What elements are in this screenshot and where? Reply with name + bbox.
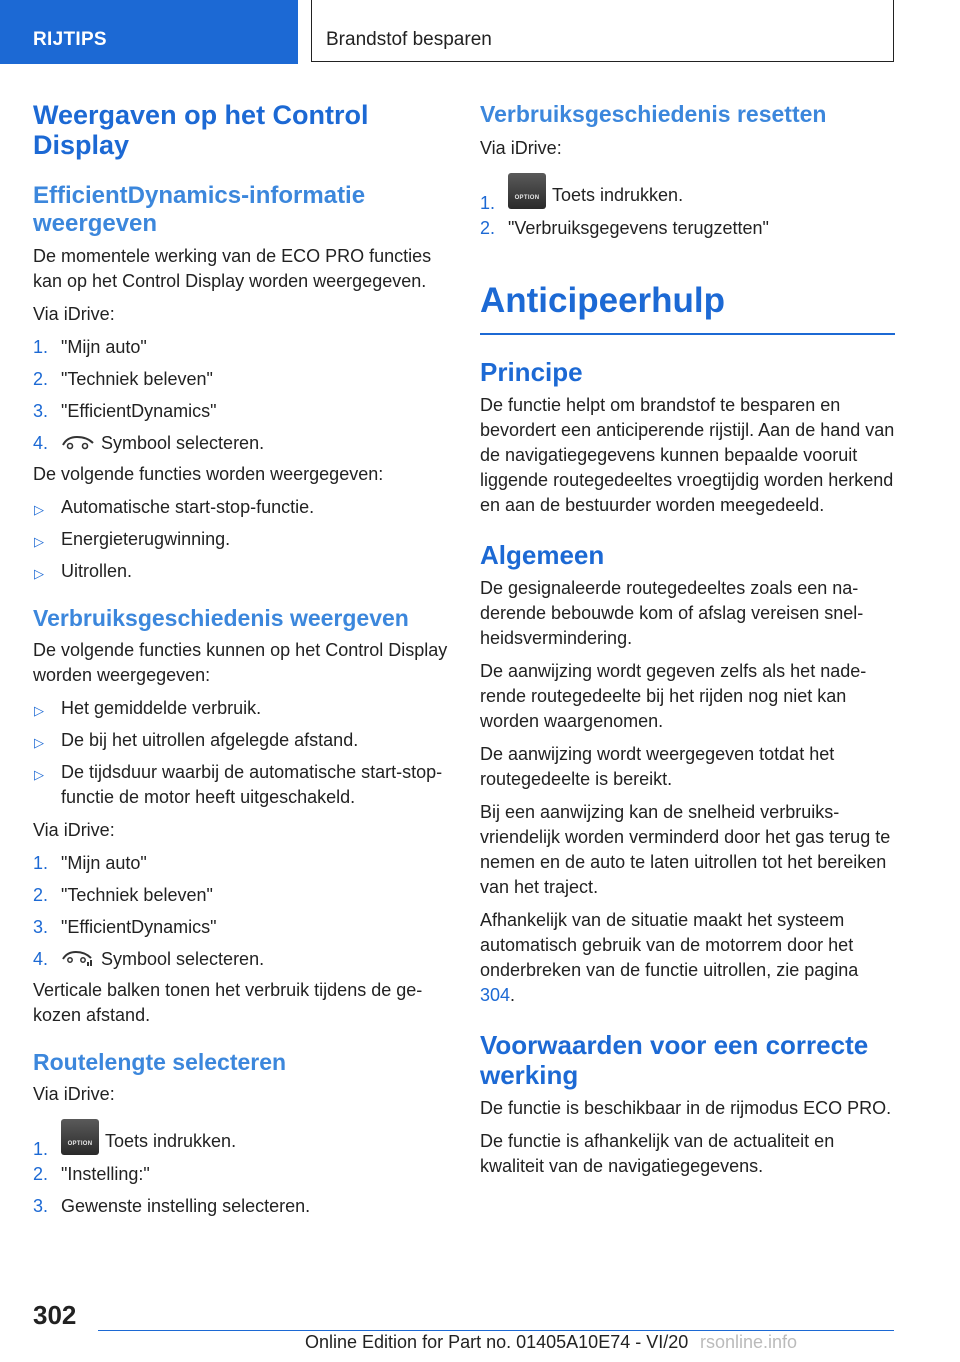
heading-voorwaarden: Voorwaarden voor een correcte werking [480,1030,869,1090]
list-item: 3. "EfficientDynamics" [33,917,217,937]
list-item: 1. OPTION Toets indrukken. [480,169,896,209]
list-item: ▷ Energieterugwinning. [34,529,231,549]
bullets-2 [33,696,449,810]
header-section: RIJTIPS [0,0,298,64]
list-item: 2. "Verbruiksgegevens terugzetten" [480,218,769,238]
heading-routelengte: Routelengte selecteren [33,1049,287,1075]
via-idrive: Via iDrive: [33,304,115,324]
list-item: 1. OPTION Toets indrukken. [33,1115,449,1155]
steps-list-2 [33,851,449,972]
list-item: 2. "Techniek beleven" [33,369,213,389]
heading-verbruik-resetten: Verbruiksgeschiedenis resetten [480,101,827,127]
list-item: ▷ Automatische start-stop-functie. [34,497,315,517]
list-item: 2. "Techniek beleven" [33,885,213,905]
heading-algemeen: Algemeen [480,540,605,570]
para-control-display: De volgende functies kunnen op het Control Display worden weergegeven: [33,640,448,685]
steps-list-4 [480,169,896,241]
footer-edition: Online Edition for Part no. 01405A10E74 - VI/20 [305,1332,689,1352]
heading-principe: Principe [480,357,583,387]
list-item: ▷ De bij het uitrollen afgelegde afstand. [34,730,359,750]
para-algemeen-1: De gesignaleerde routegedeeltes zoals een naderende bebouwde kom of afslag vereisen snelheidsvermindering. [480,578,864,648]
via-idrive: Via iDrive: [33,820,115,840]
bullets-1 [33,495,449,584]
header-title: Brandstof besparen [311,0,894,62]
page-number: 302 [33,1300,77,1330]
list-item: 3. "EfficientDynamics" [33,401,217,421]
para-algemeen-4: Bij een aanwijzing kan de snelheid verbruiksvriendelijk worden verminderd door het gas terug te nemen en de auto te laten uitrollen tot het bereiken van het traject. [480,802,891,897]
left-column [33,100,449,1219]
list-item: 1. "Mijn auto" [33,853,147,873]
option-button-icon: OPTION [508,173,546,209]
car-graph-icon [61,949,95,967]
para-principe: De functie helpt om brandstof te besparen en bevordert een anticiperende rijstijl. Aan de hand van de navigatiegegevens kunnen bepaalde vooruit liggende routegedeeltes vroegtijdig worden herkend en aan de bestuurder worden meegedeeld. [480,395,895,515]
via-idrive: Via iDrive: [33,1084,115,1104]
para-voorwaarden-2: De functie is afhankelijk van de actualiteit en kwaliteit van de navigatiegegevens. [480,1131,835,1176]
para-functies: De volgende functies worden weergegeven: [33,464,384,484]
steps-list-1 [33,335,449,456]
heading-weergaven: Weergaven op het Control Display [33,100,369,160]
footer-rule [98,1330,894,1331]
list-item: 3. Gewenste instelling selecteren. [33,1196,311,1216]
list-item: 2. "Instelling:" [33,1164,150,1184]
via-idrive: Via iDrive: [480,138,562,158]
list-item: 4. Symbool selecteren. [33,433,265,453]
heading-anticipeerhulp: Anticipeerhulp [480,281,726,320]
page-link[interactable]: 304 [480,985,511,1005]
heading-verbruik-weergeven: Verbruiksgeschiedenis weergeven [33,605,409,631]
watermark: rsonline.info [700,1332,798,1352]
list-item: ▷ De tijdsduur waarbij de automatische start-stop-functie de motor heeft uitgeschakeld. [34,762,443,807]
para-eco-pro: De momentele werking van de ECO PRO functies kan op het Control Display worden weergegeven. [33,246,432,291]
list-item: ▷ Het gemiddelde verbruik. [34,698,262,718]
option-button-icon: OPTION [61,1119,99,1155]
para-algemeen-5: Afhankelijk van de situatie maakt het systeem automatisch gebruik van de motorrem door het onderbreken van de functie uitrollen, zie pagina 304. [480,910,859,1005]
right-column [480,100,896,1179]
para-algemeen-3: De aanwijzing wordt weergegeven totdat het routegedeelte is bereikt. [480,744,835,789]
para-balken: Verticale balken tonen het verbruik tijdens de gekozen afstand. [33,980,423,1025]
para-voorwaarden-1: De functie is beschikbaar in de rijmodus ECO PRO. [480,1098,892,1118]
steps-list-3 [33,1115,449,1219]
car-leaf-icon [61,433,95,451]
list-item: 1. "Mijn auto" [33,337,147,357]
list-item: 4. Symbool selecteren. [33,949,265,969]
heading-efficientdynamics: EfficientDynamics-informatie weergeven [33,182,366,237]
para-algemeen-2: De aanwijzing wordt gegeven zelfs als het naderende routegedeelte bij het rijden nog niet kan worden waargenomen. [480,661,867,731]
list-item: ▷ Uitrollen. [34,561,133,581]
